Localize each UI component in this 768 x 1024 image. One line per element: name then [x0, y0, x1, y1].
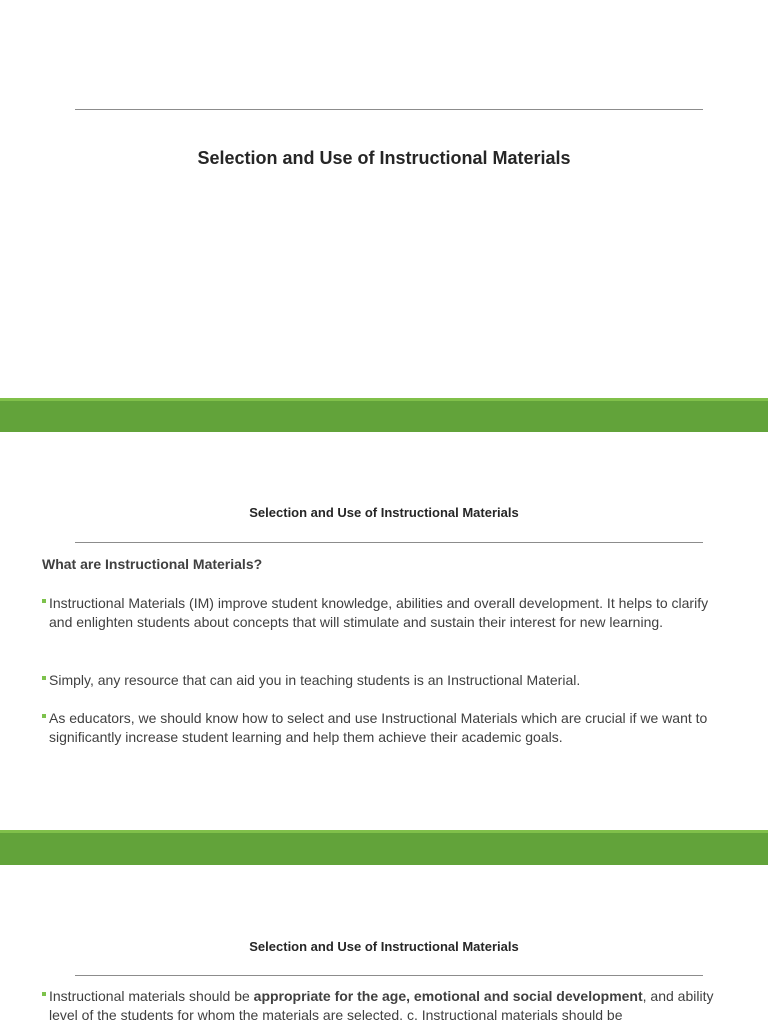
slide-3	[0, 865, 768, 1024]
bullet-item	[42, 671, 722, 690]
bullet-square-icon	[42, 599, 46, 603]
bullet-square-icon	[42, 992, 46, 996]
bullet-item	[42, 709, 722, 747]
bullet-text: Instructional materials should be	[49, 988, 254, 1004]
bullet-square-icon	[42, 676, 46, 680]
bullet-bold-text: appropriate for the age, emotional and social development	[253, 988, 643, 1004]
bullet-text: Simply, any resource that can aid you in teaching students is an Instructional Material.	[49, 672, 581, 688]
bullet-text: As educators, we should know how to select and use Instructional Materials which are crucial if we want to significantly increase student learning and help them achieve their academic goals.	[49, 710, 708, 745]
slide-2-heading: What are Instructional Materials?	[42, 556, 263, 572]
bullet-item	[42, 987, 722, 1024]
slide-1-title: Selection and Use of Instructional Materials	[197, 148, 571, 168]
slide-2-title: Selection and Use of Instructional Materials	[249, 505, 519, 520]
bullet-text-tail: , and ability level of the students for whom the materials are selected. c. Instructional materials should be	[49, 988, 714, 1023]
slide-divider-band	[0, 830, 768, 865]
slide-3-title: Selection and Use of Instructional Materials	[249, 939, 519, 954]
bullet-text: Instructional Materials (IM) improve student knowledge, abilities and overall development. It helps to clarify and enlighten students about concepts that will stimulate and sustain their interest for new learning.	[49, 595, 709, 630]
bullet-item	[42, 594, 722, 632]
title-rule	[75, 542, 703, 543]
slide-1	[0, 0, 768, 398]
bullet-square-icon	[42, 714, 46, 718]
title-rule	[75, 109, 703, 110]
slide-divider-band	[0, 398, 768, 432]
title-rule	[75, 975, 703, 976]
slide-2	[0, 432, 768, 830]
